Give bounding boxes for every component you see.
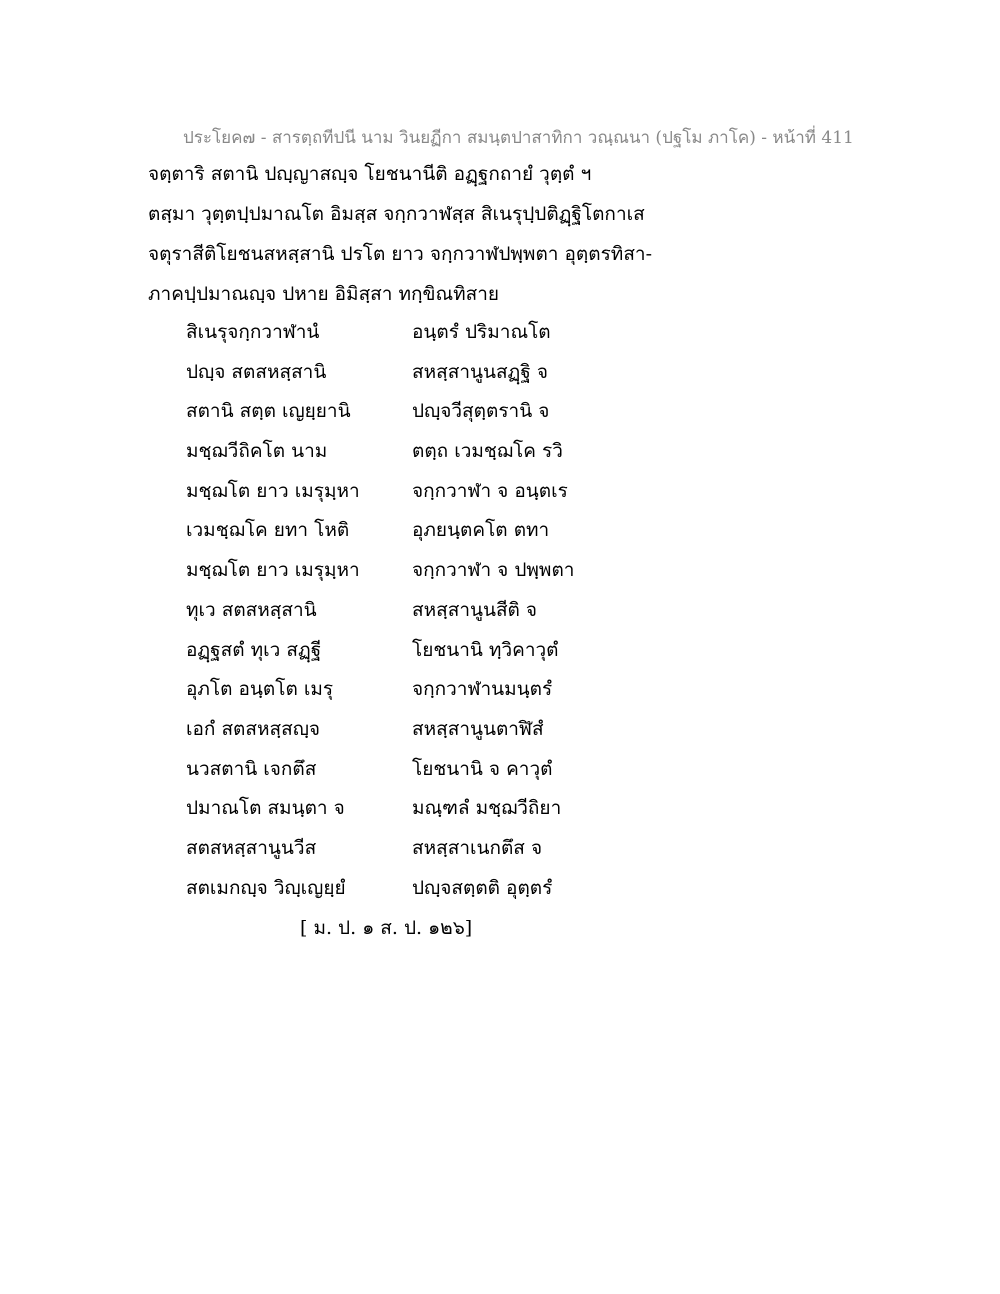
prose-line: จตฺตาริ สตานิ ปญฺญาสญฺจ โยชนานีติ อฏฺฐกถายํ วุตฺตํ ฯ	[148, 163, 592, 185]
verse-first-half: มชฺฌวีถิคโต นาม	[186, 440, 328, 463]
verse-first-half: เวมชฺฌโค ยทา โหติ	[186, 519, 350, 542]
verse-first-half: มชฺฌโต ยาว เมรุมฺหา	[186, 559, 360, 582]
verse-first-half: สตสหสฺสานูนวีส	[186, 836, 317, 859]
verse-first-half: นวสตานิ เจกตึส	[186, 757, 317, 780]
verse-second-half: โยชนานิ จ คาวุตํ	[412, 757, 553, 780]
verse-first-half: อุภโต อนฺตโต เมรุ	[186, 678, 334, 701]
verse-row	[186, 318, 686, 358]
page-header: ประโยค๗ - สารตฺถทีปนี นาม วินยฏีกา สมนฺตปาสาทิกา วณฺณนา (ปฐโม ภาโค) - หน้าที่ 411	[183, 128, 854, 148]
verse-first-half: ปมาณโต สมนฺตา จ	[186, 797, 345, 820]
source-reference: [ ม. ป. ๑ ส. ป. ๑๒๖]	[300, 917, 473, 939]
verse-block	[186, 318, 686, 913]
verse-first-half: อฏฺฐสตํ ทุเว สฏฺฐี	[186, 638, 322, 661]
verse-second-half: จกฺกวาฬานมนฺตรํ	[412, 678, 553, 701]
verse-second-half: สหสฺสานูนสฏฺฐิ จ	[412, 360, 548, 383]
verse-row	[186, 358, 686, 398]
verse-first-half: เอกํ สตสหสฺสญฺจ	[186, 717, 321, 740]
verse-row	[186, 516, 686, 556]
verse-second-half: ปญฺจวีสุตฺตรานิ จ	[412, 400, 550, 423]
verse-first-half: มชฺฌโต ยาว เมรุมฺหา	[186, 479, 360, 502]
prose-line: ภาคปฺปมาณญฺจ ปหาย อิมิสฺสา ทกฺขิณทิสาย	[148, 283, 500, 305]
verse-row	[186, 556, 686, 596]
prose-line: ตสฺมา วุตฺตปฺปมาณโต อิมสฺส จกฺกวาฬสฺส สิเนรุปฺปติฏฺฐิโตกาเส	[148, 203, 645, 225]
verse-row	[186, 397, 686, 437]
verse-second-half: จกฺกวาฬา จ ปพฺพตา	[412, 559, 575, 582]
verse-first-half: สตเมกญฺจ วิญฺเญยฺยํ	[186, 876, 346, 899]
verse-row	[186, 874, 686, 914]
verse-first-half: สตานิ สตฺต เญยฺยานิ	[186, 400, 351, 423]
verse-row	[186, 596, 686, 636]
verse-second-half: ตตฺถ เวมชฺฌโค รวิ	[412, 440, 563, 463]
verse-first-half: ปญฺจ สตสหสฺสานิ	[186, 360, 327, 383]
verse-second-half: ปญฺจสตฺตติ อุตฺตรํ	[412, 876, 553, 899]
verse-first-half: สิเนรุจกฺกวาฬานํ	[186, 321, 320, 343]
verse-second-half: จกฺกวาฬา จ อนฺตเร	[412, 479, 568, 502]
verse-second-half: สหสฺสานูนสีติ จ	[412, 598, 538, 621]
verse-second-half: อุภยนฺตคโต ตทา	[412, 519, 550, 542]
verse-row	[186, 675, 686, 715]
verse-row	[186, 834, 686, 874]
verse-second-half: โยชนานิ ทฺวิคาวุตํ	[412, 638, 559, 661]
verse-row	[186, 477, 686, 517]
verse-row	[186, 636, 686, 676]
verse-row	[186, 755, 686, 795]
verse-first-half: ทุเว สตสหสฺสานิ	[186, 598, 317, 621]
verse-row	[186, 437, 686, 477]
verse-second-half: มณฺฑลํ มชฺฌวีถิยา	[412, 797, 562, 820]
verse-row	[186, 794, 686, 834]
prose-line: จตุราสีติโยชนสหสฺสานิ ปรโต ยาว จกฺกวาฬปพฺพตา อุตฺตรทิสา-	[148, 243, 653, 265]
verse-second-half: สหสฺสาเนกตึส จ	[412, 836, 543, 859]
verse-row	[186, 715, 686, 755]
verse-second-half: อนฺตรํ ปริมาณโต	[412, 321, 551, 343]
verse-second-half: สหสฺสานูนตาฬิสํ	[412, 717, 544, 740]
prose-block	[148, 160, 848, 320]
